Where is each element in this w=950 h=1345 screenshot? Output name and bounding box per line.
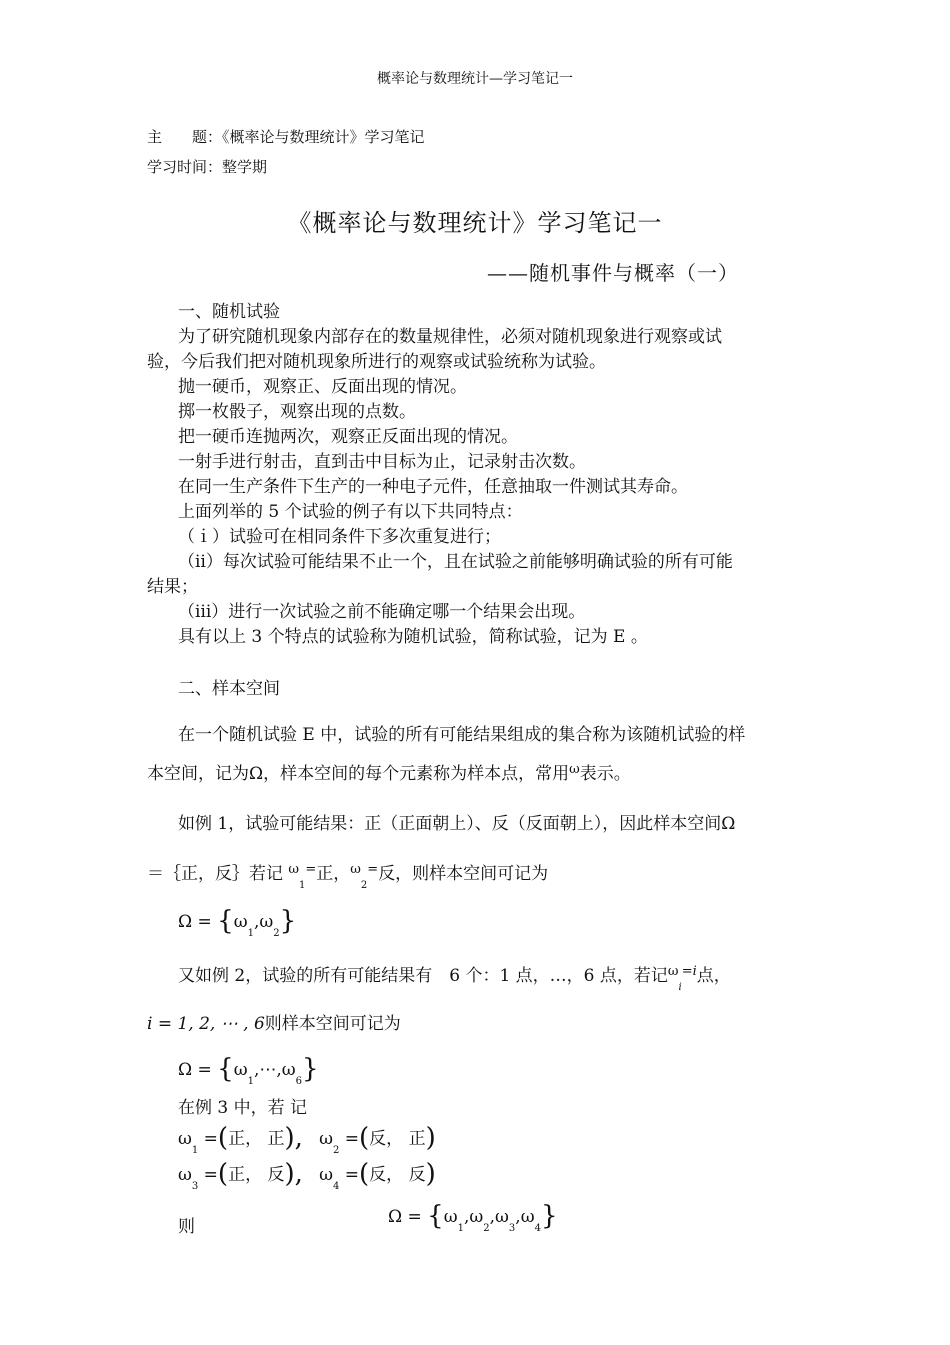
paragraph: 在例 3 中，若 记	[178, 1098, 308, 1118]
paragraph: i = 1, 2, ⋯ , 6则样本空间可记为	[147, 1014, 401, 1034]
example-line: 一射手进行射击，直到击中目标为止，记录射击次数。	[178, 452, 586, 472]
then-label: 则	[178, 1217, 195, 1237]
document-subtitle: ——随机事件与概率（一）	[487, 261, 739, 285]
formula-omega-3: $\Omega = \{\omega_1,\omega_2,\omega_3,\omega_4\}$	[388, 1201, 558, 1234]
topic-line: 主 题：《概率论与数理统计》学习笔记	[147, 128, 425, 146]
formula-omega-34: $\omega_3$ =(正， 反), $\omega_4$ =(反， 反)	[178, 1159, 436, 1192]
formula-omega-1: $\Omega = \{\omega_1,\omega_2\}$	[178, 906, 297, 939]
feature-item: （ⅱ）每次试验可能结果不止一个，且在试验之前能够明确试验的所有可能	[178, 552, 733, 572]
paragraph: 如例 1，试验可能结果：正（正面朝上）、反（反面朝上），因此样本空间Ω	[178, 814, 736, 834]
time-line: 学习时间：整学期	[147, 158, 268, 176]
paragraph: 为了研究随机现象内部存在的数量规律性，必须对随机现象进行观察或试	[178, 327, 722, 347]
paragraph: ＝｛正，反｝若记 $^\omega_1$=正，$^\omega_2$=反，则样本空间可记为	[147, 862, 549, 891]
feature-item: （ⅲ）进行一次试验之前不能确定哪一个结果会出现。	[178, 602, 586, 622]
feature-item: （ｉ）试验可在相同条件下多次重复进行；	[178, 527, 501, 547]
document-title: 《概率论与数理统计》学习笔记一	[287, 209, 663, 237]
example-line: 在同一生产条件下生产的一种电子元件，任意抽取一件测试其寿命。	[178, 477, 688, 497]
formula-omega-12: $\omega_1$ =(正， 正), $\omega_2$ =(反， 正)	[178, 1123, 436, 1156]
paragraph: 验，今后我们把对随机现象所进行的观察或试验统称为试验。	[147, 352, 606, 372]
section2-heading: 二、样本空间	[178, 679, 280, 699]
formula-omega-2: $\Omega = \{\omega_1,\cdots,\omega_6\}$	[178, 1054, 319, 1087]
paragraph: 本空间，记为Ω，样本空间的每个元素称为样本点，常用$^\omega$表示。	[147, 762, 631, 784]
example-line: 把一硬币连抛两次，观察正反面出现的情况。	[178, 427, 518, 447]
paragraph: 又如例 2，试验的所有可能结果有 6 个：1 点，…，6 点，若记$^\omega_i^{=i}$点，	[178, 964, 731, 993]
feature-item-cont: 结果；	[147, 577, 198, 597]
example-line: 掷一枚骰子，观察出现的点数。	[178, 402, 416, 422]
paragraph: 上面列举的 5 个试验的例子有以下共同特点：	[178, 502, 523, 522]
example-line: 抛一硬币，观察正、反面出现的情况。	[178, 377, 467, 397]
definition-line: 具有以上 3 个特点的试验称为随机试验，简称试验，记为 E 。	[178, 627, 648, 647]
page-header: 概率论与数理统计—学习笔记一	[377, 71, 573, 87]
section1-heading: 一、随机试验	[178, 302, 280, 322]
paragraph: 在一个随机试验 E 中，试验的所有可能结果组成的集合称为该随机试验的样	[178, 725, 746, 745]
